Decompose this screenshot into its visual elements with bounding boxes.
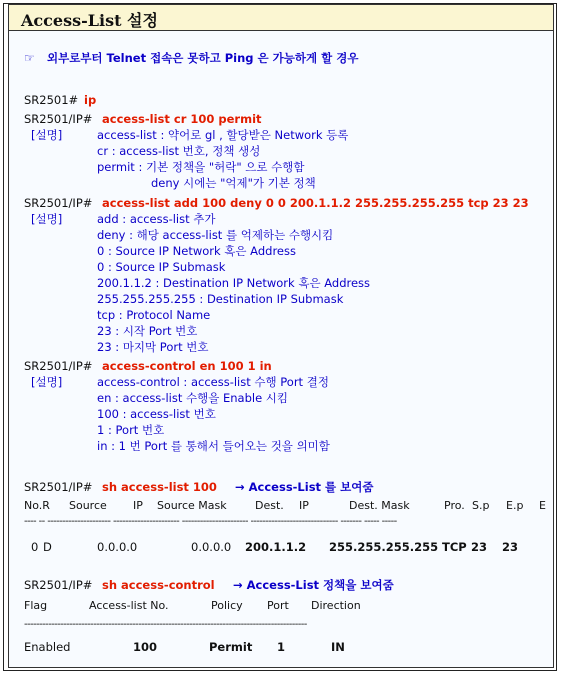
column-header: No.R — [24, 499, 50, 512]
table-cell: Enabled — [24, 640, 71, 654]
column-header: Policy — [211, 599, 243, 612]
table-cell: 23 — [471, 540, 488, 554]
table-cell: 255.255.255.255 — [329, 540, 439, 554]
description-line: 100 : access-list 번호 — [97, 407, 216, 421]
description-line: deny 시에는 "억제"가 기본 정책 — [151, 176, 316, 190]
column-header: Port — [267, 599, 289, 612]
page-title: Access-List 설정 — [21, 11, 158, 30]
description-line: 1 : Port 번호 — [97, 423, 165, 437]
table-cell: IN — [331, 640, 345, 654]
column-header: IP — [133, 499, 143, 512]
table-cell: D — [43, 540, 52, 554]
prompt: SR2501# — [24, 93, 79, 107]
table-cell: 0 — [31, 540, 39, 554]
table-cell: 0.0.0.0 — [97, 540, 138, 554]
column-header: Pro. — [444, 499, 465, 512]
command: access-list add 100 deny 0 0 200.1.1.2 255.255.255.255 tcp 23 23 — [102, 196, 529, 210]
column-header: Flag — [24, 599, 48, 612]
column-header: Source Mask — [157, 499, 227, 512]
pointing-hand-icon: ☞ — [24, 51, 35, 65]
table-cell: 0.0.0.0 — [191, 540, 232, 554]
column-header: Access-list No. — [89, 599, 169, 612]
description-line: add : access-list 추가 — [97, 212, 216, 226]
command: access-control en 100 1 in — [102, 359, 272, 373]
table-divider: ---- -- --------------------- ---------------------- ---------------------- ----------------------------- ------- ----- ----- — [24, 516, 397, 527]
command: ip — [84, 93, 97, 107]
column-header: Dest. Mask — [349, 499, 410, 512]
command-note: → Access-List 정책을 보여줌 — [233, 578, 394, 592]
prompt: SR2501/IP# — [24, 112, 93, 126]
column-header: S.p — [472, 499, 490, 512]
description-line: 200.1.1.2 : Destination IP Network 혹은 Address — [97, 276, 371, 290]
description-line: permit : 기본 정책을 "허락" 으로 수행함 — [97, 160, 305, 174]
description-line: deny : 해당 access-list 를 억제하는 수행시킴 — [97, 228, 334, 242]
command-note: → Access-List 를 보여줌 — [235, 480, 374, 494]
description-line: access-control : access-list 수행 Port 결정 — [97, 375, 329, 389]
table-cell: 23 — [502, 540, 519, 554]
description-line: cr : access-list 번호, 정책 생성 — [97, 144, 261, 158]
command: sh access-list 100 — [102, 480, 217, 494]
prompt: SR2501/IP# — [24, 578, 93, 592]
column-header: IP — [299, 499, 309, 512]
table-divider: ---------------------------------------------------------------------------------------------- — [24, 619, 307, 630]
description-tag: [설명] — [31, 128, 63, 142]
column-header: Dest. — [255, 499, 284, 512]
command: sh access-control — [102, 578, 215, 592]
table-cell: 1 — [277, 640, 286, 654]
column-header: E.p — [506, 499, 524, 512]
description-line: 23 : 마지막 Port 번호 — [97, 340, 209, 354]
column-header: Source — [69, 499, 107, 512]
content-panel — [8, 31, 554, 668]
description-line: 0 : Source IP Network 혹은 Address — [97, 244, 296, 258]
command: access-list cr 100 permit — [102, 112, 262, 126]
title-bar — [8, 4, 554, 31]
description-line: en : access-list 수행을 Enable 시킴 — [97, 391, 289, 405]
prompt: SR2501/IP# — [24, 359, 93, 373]
column-header: Direction — [311, 599, 361, 612]
table-cell: 200.1.1.2 — [245, 540, 307, 554]
description-line: 255.255.255.255 : Destination IP Submask — [97, 292, 344, 306]
prompt: SR2501/IP# — [24, 480, 93, 494]
table-cell: 100 — [133, 640, 158, 654]
column-header: E — [539, 499, 546, 512]
intro-text: 외부로부터 Telnet 접속은 못하고 Ping 은 가능하게 할 경우 — [47, 51, 359, 65]
description-line: 0 : Source IP Submask — [97, 260, 226, 274]
prompt: SR2501/IP# — [24, 196, 93, 210]
table-cell: Permit — [209, 640, 253, 654]
description-tag: [설명] — [31, 212, 63, 226]
description-tag: [설명] — [31, 375, 63, 389]
description-line: tcp : Protocol Name — [97, 308, 211, 322]
description-line: 23 : 시작 Port 번호 — [97, 324, 198, 338]
table-cell: TCP — [442, 540, 467, 554]
description-line: access-list : 약어로 gl , 할당받은 Network 등록 — [97, 128, 349, 142]
description-line: in : 1 번 Port 를 통해서 들어오는 것을 의미함 — [97, 439, 330, 453]
